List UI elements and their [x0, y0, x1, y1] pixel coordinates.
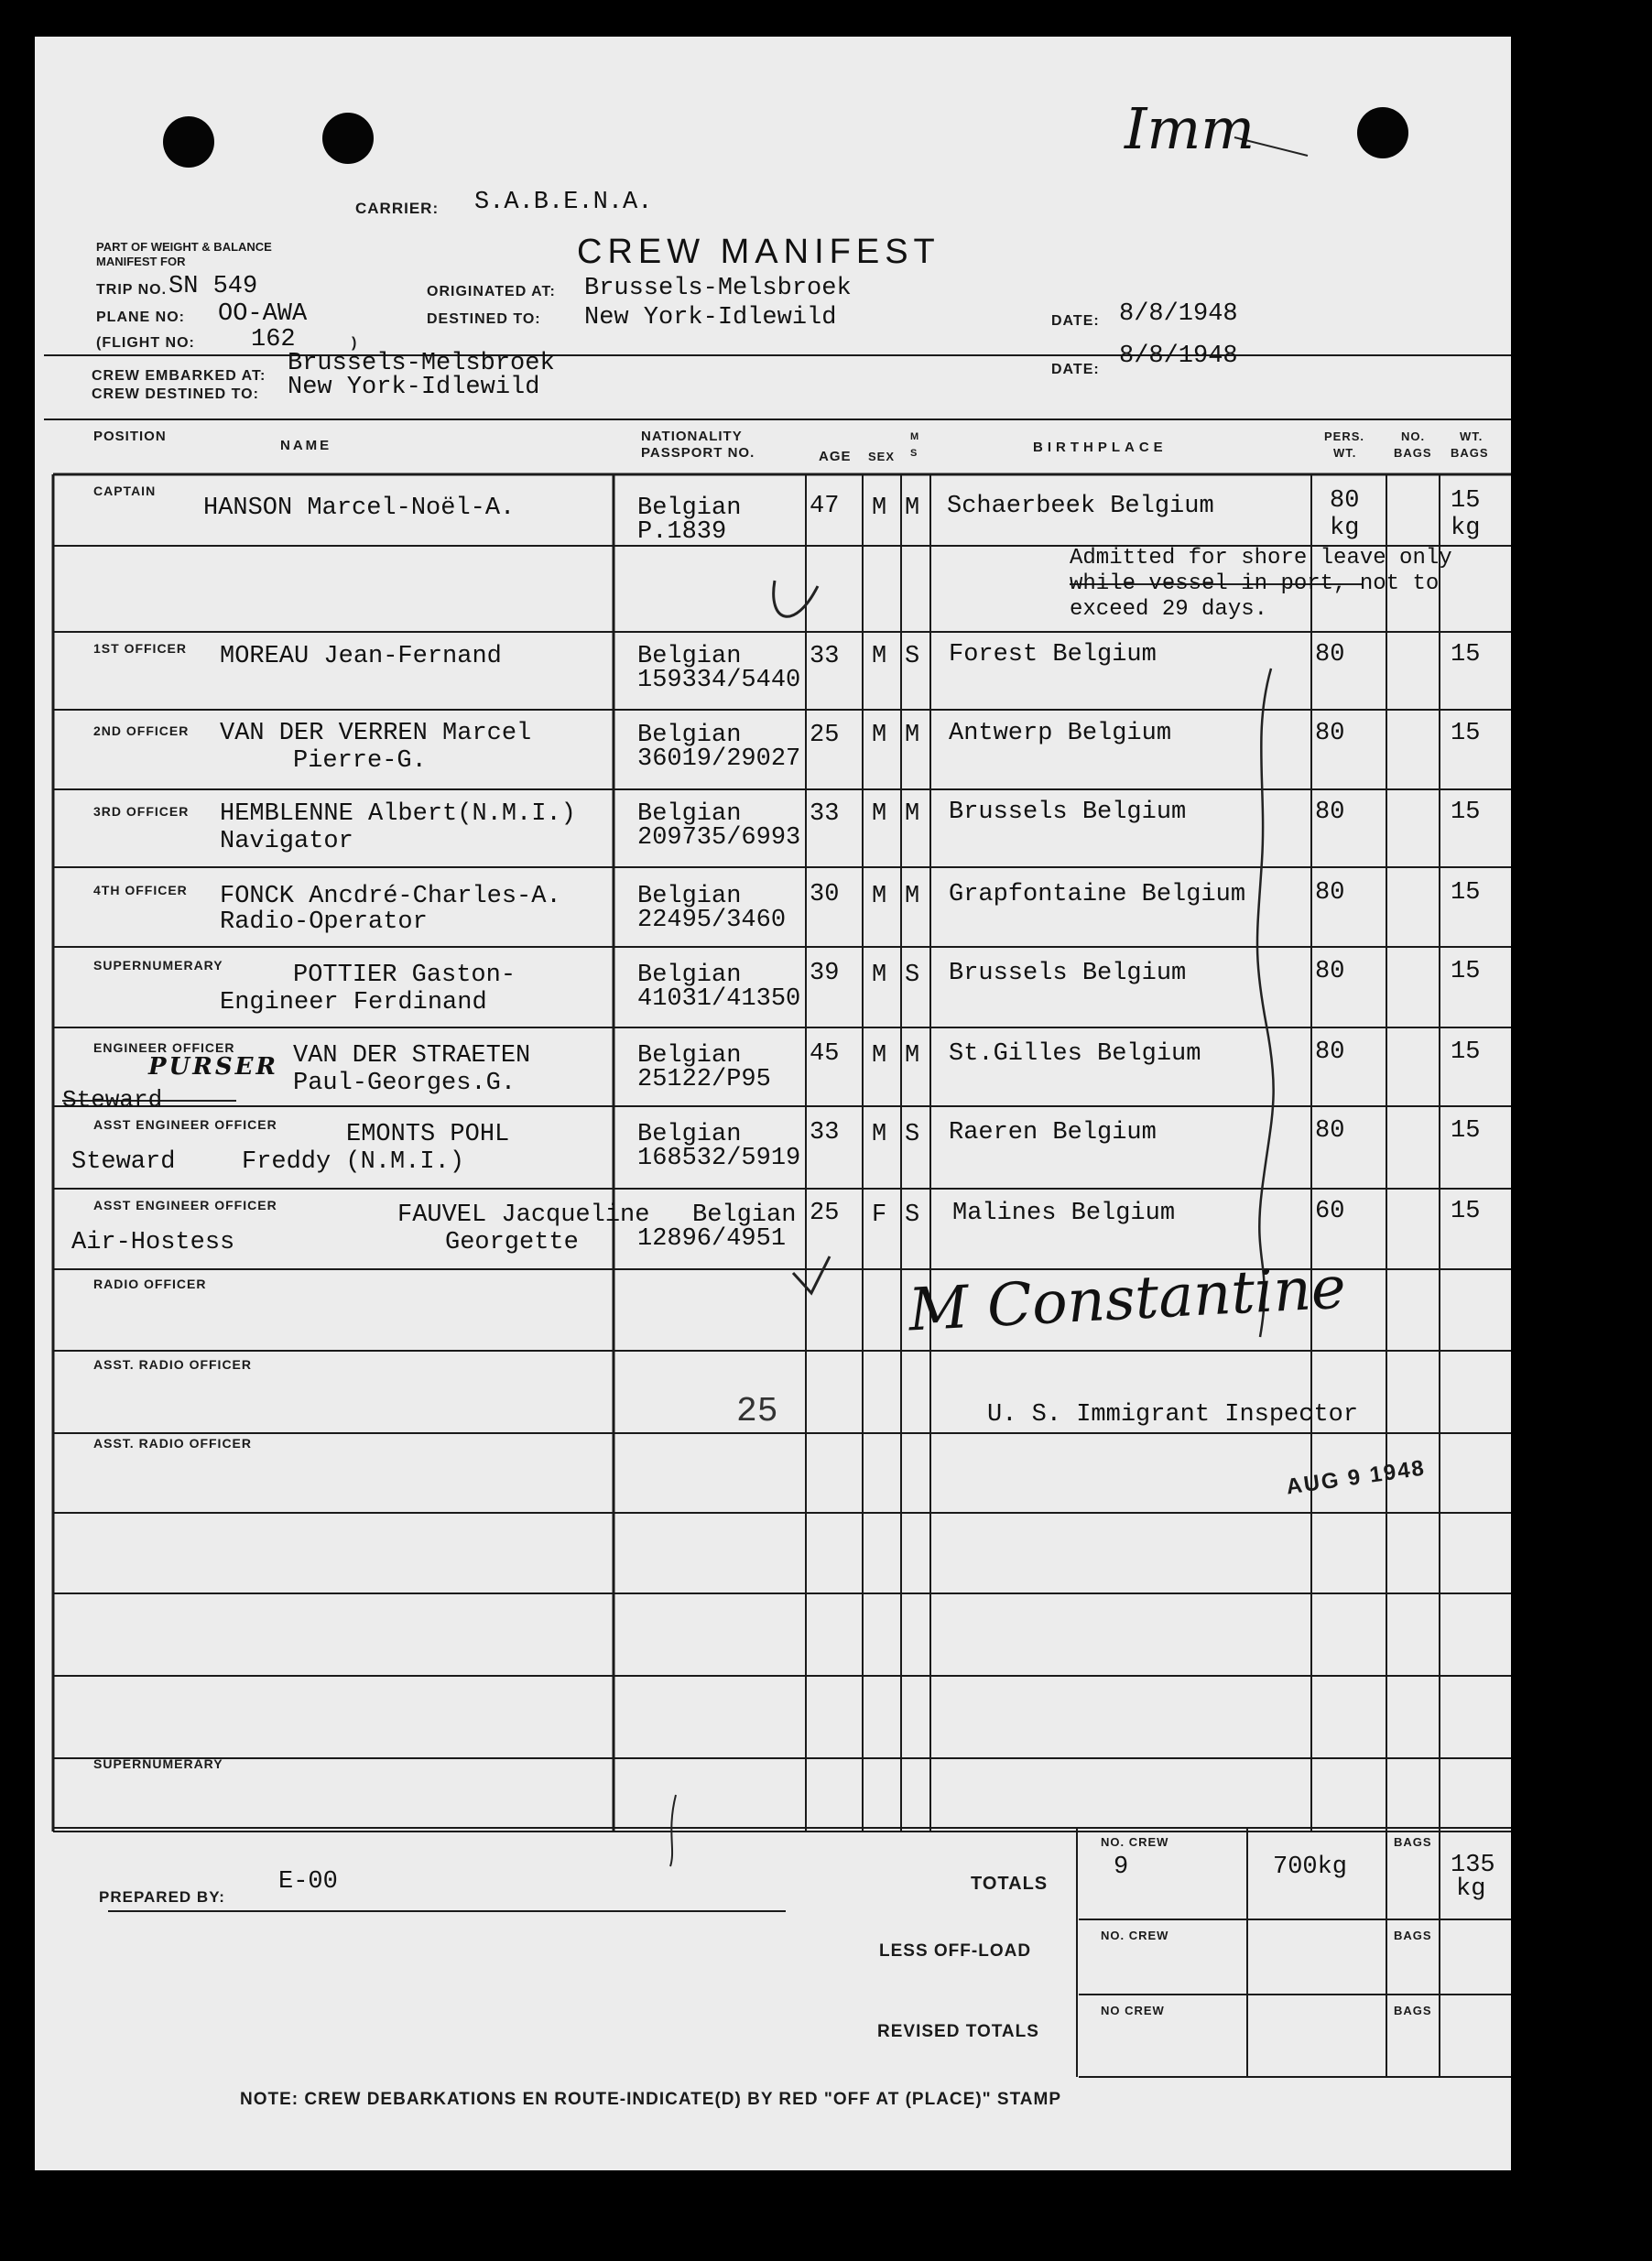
flight-label-close: )	[352, 335, 358, 351]
row-5-name-line2: Engineer Ferdinand	[220, 989, 487, 1016]
trip-value: SN 549	[168, 273, 258, 300]
row-1-wt-bags: 15	[1451, 641, 1481, 669]
embarked-label: CREW EMBARKED AT:	[92, 368, 266, 384]
row-3-wt-bags: 15	[1451, 799, 1481, 826]
row-4-wt-bags: 15	[1451, 879, 1481, 907]
row-2-sex: M	[872, 722, 887, 749]
revised-totals-label: REVISED TOTALS	[877, 2022, 1039, 2041]
row-2-nationality: Belgian	[637, 722, 742, 749]
inspector-title: U. S. Immigrant Inspector	[987, 1401, 1359, 1429]
row-8-wt-bags: 15	[1451, 1198, 1481, 1225]
row-6-passport: 25122/P95	[637, 1066, 771, 1093]
col-header-ms-1: M	[910, 431, 920, 442]
captain-note-line3: exceed 29 days.	[1070, 597, 1268, 622]
totals-no-crew-label: NO. CREW	[1101, 1835, 1169, 1849]
row-6-pers-wt: 80	[1315, 1038, 1345, 1066]
row-4-passport: 22495/3460	[637, 907, 787, 934]
col-header-no-bags-1: NO.	[1401, 429, 1426, 443]
row-3-age: 33	[810, 800, 840, 828]
row-6-nationality: Belgian	[637, 1042, 742, 1070]
originated-value: Brussels-Melsbroek	[584, 275, 852, 302]
trip-label: TRIP NO.	[96, 282, 168, 298]
blank-asst-radio-2: ASST. RADIO OFFICER	[93, 1436, 253, 1451]
row-8-name-line1: FAUVEL Jacqueline	[397, 1201, 650, 1229]
col-header-pers-wt-2: WT.	[1333, 446, 1357, 460]
captain-note-line2: while vessel in port, not to	[1070, 571, 1440, 596]
row-5-name-line1: POTTIER Gaston-	[293, 962, 516, 989]
crew-destined-label: CREW DESTINED TO:	[92, 386, 259, 402]
row-6-name-line1: VAN DER STRAETEN	[293, 1042, 531, 1070]
row-1-position: 1ST OFFICER	[93, 641, 188, 656]
part-of-label-2: MANIFEST FOR	[96, 255, 186, 268]
row-7-name-line2: Freddy (N.M.I.)	[242, 1148, 465, 1176]
purser-handwritten: PURSER	[148, 1053, 279, 1081]
row-4-ms: M	[905, 883, 920, 910]
embarked-value: Brussels-Melsbroek	[288, 350, 555, 377]
col-header-passport: PASSPORT NO.	[641, 445, 755, 461]
row-6-ms: M	[905, 1042, 920, 1070]
prepared-by-label: PREPARED BY:	[99, 1888, 225, 1906]
row-7-age: 33	[810, 1119, 840, 1147]
row-0-nationality: Belgian	[637, 495, 742, 522]
totals-weight-value: 700kg	[1273, 1853, 1348, 1881]
row-1-ms: S	[905, 643, 920, 670]
totals-bags-weight: 135	[1451, 1852, 1495, 1879]
row-7-wt-bags: 15	[1451, 1117, 1481, 1145]
page-title: CREW MANIFEST	[577, 233, 940, 271]
destined-label: DESTINED TO:	[427, 311, 541, 327]
row-3-pers-wt: 80	[1315, 799, 1345, 826]
row-7-birthplace: Raeren Belgium	[949, 1119, 1157, 1147]
row-1-nationality: Belgian	[637, 643, 742, 670]
row-5-age: 39	[810, 960, 840, 987]
row-7-sex: M	[872, 1121, 887, 1148]
row-2-age: 25	[810, 722, 840, 749]
row-1-passport: 159334/5440	[637, 667, 801, 694]
row-7-ms: S	[905, 1121, 920, 1148]
row-8-sex: F	[872, 1201, 887, 1229]
row-0-passport: P.1839	[637, 518, 727, 546]
destined-value: New York-Idlewild	[584, 304, 837, 332]
col-header-wt-bags-2: BAGS	[1451, 446, 1489, 460]
row-2-birthplace: Antwerp Belgium	[949, 720, 1172, 747]
row-5-nationality: Belgian	[637, 962, 742, 989]
revised-bags-label: BAGS	[1394, 2004, 1432, 2017]
row-5-passport: 41031/41350	[637, 985, 801, 1013]
row-7-position: ASST ENGINEER OFFICER	[93, 1117, 277, 1132]
captain-note-line1: Admitted for shore leave only	[1070, 546, 1452, 571]
row-1-age: 33	[810, 643, 840, 670]
row-4-birthplace: Grapfontaine Belgium	[949, 881, 1246, 908]
row-0-wt-bags: 15	[1451, 487, 1481, 515]
col-header-nationality: NATIONALITY	[641, 429, 743, 444]
prepared-by-value: E-00	[278, 1868, 338, 1896]
carrier-value: S.A.B.E.N.A.	[474, 189, 653, 216]
plane-value: OO-AWA	[218, 300, 308, 328]
row-2-name-line1: VAN DER VERREN Marcel	[220, 720, 532, 747]
col-header-wt-bags-1: WT.	[1460, 429, 1484, 443]
form-grid	[35, 37, 1511, 2170]
row-0-age: 47	[810, 493, 840, 520]
less-no-crew-label: NO. CREW	[1101, 1929, 1169, 1942]
row-1-name-line1: MOREAU Jean-Fernand	[220, 643, 502, 670]
air-hostess-label: Air-Hostess	[71, 1229, 235, 1256]
flight-value: 162	[251, 326, 296, 353]
row-6-wt-bags: 15	[1451, 1038, 1481, 1066]
blank-supernumerary: SUPERNUMERARY	[93, 1756, 223, 1771]
row-2-position: 2ND OFFICER	[93, 723, 190, 738]
footer-note: NOTE: CREW DEBARKATIONS EN ROUTE-INDICATE(D) BY RED "OFF AT (PLACE)" STAMP	[240, 2090, 1062, 2109]
row-3-passport: 209735/6993	[637, 824, 801, 852]
manifest-paper	[35, 37, 1511, 2170]
row-6-sex: M	[872, 1042, 887, 1070]
row-4-name-line2: Radio-Operator	[220, 908, 428, 936]
row-7-passport: 168532/5919	[637, 1145, 801, 1172]
row-6-age: 45	[810, 1040, 840, 1068]
row-3-birthplace: Brussels Belgium	[949, 799, 1187, 826]
row-1-birthplace: Forest Belgium	[949, 641, 1157, 669]
col-header-no-bags-2: BAGS	[1394, 446, 1432, 460]
row-7-pers-wt: 80	[1315, 1117, 1345, 1145]
date-value-1: 8/8/1948	[1119, 300, 1238, 328]
revised-no-crew-label: NO CREW	[1101, 2004, 1165, 2017]
row-5-sex: M	[872, 962, 887, 989]
row-2-pers-wt: 80	[1315, 720, 1345, 747]
totals-bags-label: BAGS	[1394, 1835, 1432, 1849]
row-0-pers-wt-unit: kg	[1330, 515, 1360, 542]
row-3-position: 3RD OFFICER	[93, 804, 190, 819]
inspector-date-stamp: AUG 9 1948	[1284, 1455, 1428, 1500]
row-2-passport: 36019/29027	[637, 745, 801, 773]
row-2-name-line2: Pierre-G.	[293, 747, 427, 775]
row-2-wt-bags: 15	[1451, 720, 1481, 747]
col-header-name: NAME	[280, 438, 332, 453]
row-0-name-line1: HANSON Marcel-Noël-A.	[203, 495, 516, 522]
row-5-birthplace: Brussels Belgium	[949, 960, 1187, 987]
row-3-ms: M	[905, 800, 920, 828]
originated-label: ORIGINATED AT:	[427, 284, 556, 299]
row-8-ms: S	[905, 1201, 920, 1229]
row-4-pers-wt: 80	[1315, 879, 1345, 907]
less-off-load-label: LESS OFF-LOAD	[879, 1941, 1032, 1961]
date-label-2: DATE:	[1051, 362, 1100, 377]
row-3-name-line2: Navigator	[220, 828, 353, 855]
row-3-sex: M	[872, 800, 887, 828]
row-8-position: ASST ENGINEER OFFICER	[93, 1198, 277, 1212]
inspector-count: 25	[736, 1392, 778, 1431]
row-0-sex: M	[872, 495, 887, 522]
row-5-position: SUPERNUMERARY	[93, 958, 223, 973]
date-value-2: 8/8/1948	[1119, 342, 1238, 370]
col-header-age: AGE	[819, 449, 852, 464]
col-header-birthplace: BIRTHPLACE	[1033, 440, 1168, 455]
row-1-sex: M	[872, 643, 887, 670]
row-4-sex: M	[872, 883, 887, 910]
part-of-label-1: PART OF WEIGHT & BALANCE	[96, 240, 272, 254]
row-2-ms: M	[905, 722, 920, 749]
blank-radio-officer: RADIO OFFICER	[93, 1277, 207, 1291]
row-0-birthplace: Schaerbeek Belgium	[947, 493, 1214, 520]
row-1-pers-wt: 80	[1315, 641, 1345, 669]
row-7-name-line1: EMONTS POHL	[346, 1121, 510, 1148]
less-bags-label: BAGS	[1394, 1929, 1432, 1942]
row-4-name-line1: FONCK Ancdré-Charles-A.	[220, 883, 561, 910]
carrier-label: CARRIER:	[355, 200, 440, 217]
row-4-position: 4TH OFFICER	[93, 883, 188, 897]
crew-destined-value: New York-Idlewild	[288, 374, 540, 401]
row-6-name-line2: Paul-Georges.G.	[293, 1070, 516, 1097]
row-6-birthplace: St.Gilles Belgium	[949, 1040, 1201, 1068]
row-0-pers-wt: 80	[1330, 487, 1360, 515]
totals-no-crew-value: 9	[1114, 1853, 1129, 1881]
date-label-1: DATE:	[1051, 313, 1100, 329]
row-8-passport: 12896/4951	[637, 1225, 787, 1253]
row-5-ms: S	[905, 962, 920, 989]
row-4-age: 30	[810, 881, 840, 908]
row-3-name-line1: HEMBLENNE Albert(N.M.I.)	[220, 800, 576, 828]
plane-label: PLANE NO:	[96, 310, 185, 325]
flight-label: (FLIGHT NO:	[96, 335, 195, 351]
totals-label: TOTALS	[971, 1874, 1049, 1894]
row-5-pers-wt: 80	[1315, 958, 1345, 985]
col-header-pers-wt-1: PERS.	[1324, 429, 1365, 443]
row-6-position: ENGINEER OFFICER	[93, 1040, 235, 1055]
row-8-age: 25	[810, 1200, 840, 1227]
row-8-name-line2: Georgette	[445, 1229, 579, 1256]
row-8-nationality: Belgian	[692, 1201, 797, 1229]
row-0-wt-bags-unit: kg	[1451, 515, 1481, 542]
steward-struck: Steward	[62, 1086, 163, 1114]
row-0-ms: M	[905, 495, 920, 522]
row-3-nationality: Belgian	[637, 800, 742, 828]
totals-bags-weight-unit: kg	[1456, 1875, 1486, 1903]
row-4-nationality: Belgian	[637, 883, 742, 910]
row-5-wt-bags: 15	[1451, 958, 1481, 985]
row-7-nationality: Belgian	[637, 1121, 742, 1148]
inspector-signature: M Constantine	[907, 1254, 1348, 1345]
col-header-sex: SEX	[868, 450, 896, 463]
col-header-position: POSITION	[93, 429, 167, 444]
row-8-pers-wt: 60	[1315, 1198, 1345, 1225]
handwritten-corner-initials: Imm	[1125, 95, 1255, 162]
steward-label: Steward	[71, 1148, 176, 1176]
col-header-ms-2: S	[910, 448, 918, 459]
row-8-birthplace: Malines Belgium	[952, 1200, 1176, 1227]
row-0-position: CAPTAIN	[93, 484, 157, 498]
blank-asst-radio-1: ASST. RADIO OFFICER	[93, 1357, 253, 1372]
